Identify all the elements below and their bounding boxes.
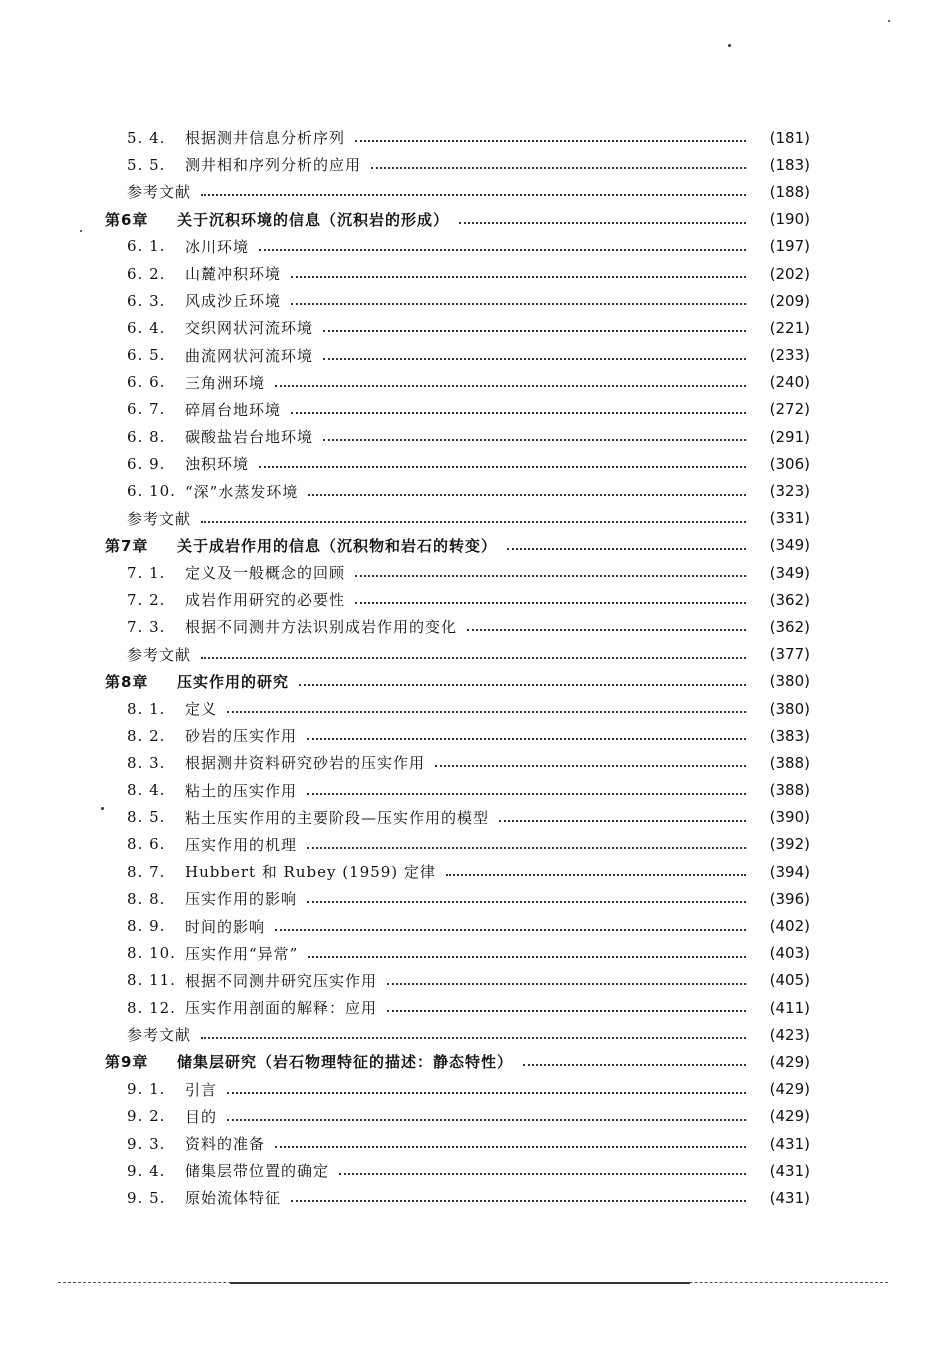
toc-entry-title: “深”水蒸发环境 bbox=[185, 482, 299, 501]
toc-entry-label bbox=[105, 752, 425, 773]
toc-entry-number: 第6章 bbox=[105, 210, 149, 229]
toc-page-number: (202) bbox=[769, 264, 810, 283]
toc-entry-title: 参考文献 bbox=[127, 509, 192, 528]
toc-entry-number: 9. 1. bbox=[127, 1080, 166, 1099]
toc-section-row bbox=[105, 151, 810, 178]
toc-entry-title: 时间的影响 bbox=[185, 917, 266, 936]
dot-leader bbox=[308, 493, 746, 496]
toc-entry-number: 6. 2. bbox=[127, 264, 166, 283]
toc-reference-row bbox=[105, 641, 810, 668]
toc-entry-title: 根据测井资料研究砂岩的压实作用 bbox=[185, 754, 426, 773]
dot-leader bbox=[275, 1145, 746, 1148]
toc-entry-label bbox=[105, 780, 297, 801]
dot-leader bbox=[201, 656, 746, 659]
toc-section-row bbox=[105, 396, 810, 423]
toc-entry-title: 目的 bbox=[185, 1107, 218, 1126]
toc-section-row bbox=[105, 314, 810, 341]
toc-page-number: (411) bbox=[769, 998, 810, 1017]
toc-entry-label bbox=[105, 562, 345, 583]
toc-entry-label bbox=[105, 1079, 217, 1100]
toc-entry-number: 7. 2. bbox=[127, 590, 166, 609]
toc-entry-label bbox=[105, 1160, 329, 1181]
dot-leader bbox=[275, 928, 746, 931]
toc-page-number: (181) bbox=[769, 128, 810, 147]
toc-entry-label bbox=[105, 644, 191, 665]
toc-entry-title: 山麓冲积环境 bbox=[185, 265, 282, 284]
dot-leader bbox=[201, 193, 746, 196]
toc-page-number: (380) bbox=[769, 672, 810, 691]
toc-entry-label bbox=[105, 888, 297, 909]
toc-page-number: (405) bbox=[769, 971, 810, 990]
toc-entry-number: 6. 5. bbox=[127, 346, 166, 365]
toc-entry-title: 碳酸盐岩台地环境 bbox=[185, 428, 314, 447]
toc-entry-title: Hubbert 和 Rubey (1959) 定律 bbox=[185, 863, 436, 882]
toc-entry-title: 参考文献 bbox=[127, 1026, 192, 1045]
toc-page-number: (388) bbox=[769, 753, 810, 772]
toc-entry-number: 8. 6. bbox=[127, 835, 166, 854]
toc-entry-title: 关于成岩作用的信息（沉积物和岩石的转变） bbox=[177, 536, 498, 555]
dot-leader bbox=[307, 900, 746, 903]
toc-entry-title: 定义及一般概念的回顾 bbox=[185, 564, 346, 583]
toc-entry-label bbox=[105, 372, 265, 393]
toc-page-number: (377) bbox=[769, 645, 810, 664]
dot-leader bbox=[459, 221, 746, 224]
toc-page-number: (392) bbox=[769, 835, 810, 854]
toc-entry-title: 压实作用“异常” bbox=[185, 944, 299, 963]
toc-page-number: (383) bbox=[769, 726, 810, 745]
toc-entry-title: 交织网状河流环境 bbox=[185, 319, 314, 338]
toc-page-number: (390) bbox=[769, 808, 810, 827]
toc-entry-title: 根据不同测井方法识别成岩作用的变化 bbox=[185, 618, 458, 637]
toc-entry-label bbox=[105, 698, 217, 719]
toc-entry-number: 8. 2. bbox=[127, 726, 166, 745]
toc-entry-number: 8. 10. bbox=[127, 944, 176, 963]
dot-leader bbox=[323, 438, 746, 441]
table-of-contents bbox=[105, 124, 810, 1212]
dot-leader bbox=[291, 302, 746, 305]
toc-entry-label bbox=[105, 453, 249, 474]
toc-entry-label bbox=[105, 154, 361, 175]
toc-page-number: (402) bbox=[769, 917, 810, 936]
toc-entry-number: 8. 3. bbox=[127, 753, 166, 772]
toc-entry-title: 三角洲环境 bbox=[185, 373, 266, 392]
dot-leader bbox=[499, 819, 746, 822]
toc-entry-number: 8. 11. bbox=[127, 971, 176, 990]
toc-entry-label bbox=[105, 916, 265, 937]
toc-entry-number: 7. 3. bbox=[127, 617, 166, 636]
toc-page-number: (272) bbox=[769, 400, 810, 419]
toc-entry-title: 砂岩的压实作用 bbox=[185, 727, 298, 746]
dot-leader bbox=[299, 683, 746, 686]
dot-leader bbox=[387, 1009, 746, 1012]
toc-entry-number: 7. 1. bbox=[127, 563, 166, 582]
toc-section-row bbox=[105, 1103, 810, 1130]
toc-entry-number: 9. 2. bbox=[127, 1107, 166, 1126]
toc-entry-number: 5. 4. bbox=[127, 128, 166, 147]
toc-section-row bbox=[105, 777, 810, 804]
scan-speck bbox=[888, 20, 890, 22]
toc-entry-number: 8. 12. bbox=[127, 998, 176, 1017]
toc-entry-title: 风成沙丘环境 bbox=[185, 292, 282, 311]
toc-entry-title: 压实作用的研究 bbox=[177, 672, 290, 691]
toc-entry-number: 8. 9. bbox=[127, 917, 166, 936]
toc-entry-number: 第9章 bbox=[105, 1053, 149, 1072]
toc-entry-number: 9. 3. bbox=[127, 1134, 166, 1153]
toc-section-row bbox=[105, 967, 810, 994]
page-bottom-rule-solid bbox=[230, 1282, 690, 1284]
toc-section-row bbox=[105, 450, 810, 477]
toc-entry-label bbox=[105, 535, 497, 556]
dot-leader bbox=[355, 601, 746, 604]
dot-leader bbox=[446, 873, 746, 876]
toc-page-number: (429) bbox=[769, 1080, 810, 1099]
toc-entry-number: 第7章 bbox=[105, 536, 149, 555]
toc-entry-label bbox=[105, 671, 289, 692]
toc-entry-title: 原始流体特征 bbox=[185, 1189, 282, 1208]
toc-page-number: (380) bbox=[769, 699, 810, 718]
dot-leader bbox=[523, 1063, 746, 1066]
toc-page-number: (183) bbox=[769, 155, 810, 174]
toc-section-row bbox=[105, 369, 810, 396]
toc-entry-label bbox=[105, 345, 313, 366]
toc-entry-label bbox=[105, 970, 377, 991]
toc-entry-label bbox=[105, 589, 345, 610]
dot-leader bbox=[355, 139, 746, 142]
toc-entry-title: 碎屑台地环境 bbox=[185, 400, 282, 419]
scan-speck bbox=[728, 44, 731, 47]
toc-entry-label bbox=[105, 1051, 513, 1072]
toc-entry-label bbox=[105, 236, 249, 257]
toc-chapter-row bbox=[105, 668, 810, 695]
toc-section-row bbox=[105, 885, 810, 912]
toc-entry-number: 8. 1. bbox=[127, 699, 166, 718]
toc-entry-number: 6. 7. bbox=[127, 400, 166, 419]
toc-page-number: (431) bbox=[769, 1188, 810, 1207]
toc-entry-title: 参考文献 bbox=[127, 183, 192, 202]
toc-entry-title: 冰川环境 bbox=[185, 237, 250, 256]
toc-chapter-row bbox=[105, 206, 810, 233]
toc-section-row bbox=[105, 749, 810, 776]
toc-entry-label bbox=[105, 725, 297, 746]
toc-entry-label bbox=[105, 127, 345, 148]
toc-page-number: (209) bbox=[769, 291, 810, 310]
toc-entry-label bbox=[105, 834, 297, 855]
toc-section-row bbox=[105, 940, 810, 967]
toc-page-number: (291) bbox=[769, 427, 810, 446]
toc-entry-title: 引言 bbox=[185, 1080, 218, 1099]
toc-page-number: (423) bbox=[769, 1025, 810, 1044]
toc-entry-label bbox=[105, 1187, 281, 1208]
toc-page-number: (429) bbox=[769, 1052, 810, 1071]
toc-entry-title: 定义 bbox=[185, 700, 218, 719]
dot-leader bbox=[323, 329, 746, 332]
toc-section-row bbox=[105, 477, 810, 504]
scan-speck bbox=[101, 807, 104, 810]
dot-leader bbox=[371, 166, 746, 169]
toc-page-number: (331) bbox=[769, 509, 810, 528]
toc-entry-number: 8. 5. bbox=[127, 808, 166, 827]
toc-entry-title: 压实作用的机理 bbox=[185, 835, 298, 854]
toc-entry-label bbox=[105, 399, 281, 420]
toc-section-row bbox=[105, 287, 810, 314]
toc-entry-label bbox=[105, 317, 313, 338]
toc-section-row bbox=[105, 342, 810, 369]
toc-page-number: (233) bbox=[769, 346, 810, 365]
toc-entry-title: 储集层带位置的确定 bbox=[185, 1162, 330, 1181]
dot-leader bbox=[259, 465, 746, 468]
toc-page-number: (349) bbox=[769, 563, 810, 582]
toc-entry-label bbox=[105, 807, 489, 828]
toc-entry-label bbox=[105, 997, 377, 1018]
toc-page-number: (190) bbox=[769, 210, 810, 229]
toc-page-number: (431) bbox=[769, 1161, 810, 1180]
toc-entry-label bbox=[105, 290, 281, 311]
toc-page-number: (388) bbox=[769, 781, 810, 800]
toc-entry-label bbox=[105, 943, 298, 964]
toc-entry-title: 粘土压实作用的主要阶段—压实作用的模型 bbox=[185, 808, 490, 827]
toc-entry-number: 6. 9. bbox=[127, 454, 166, 473]
toc-page-number: (323) bbox=[769, 482, 810, 501]
dot-leader bbox=[291, 411, 746, 414]
dot-leader bbox=[291, 1199, 746, 1202]
toc-chapter-row bbox=[105, 1048, 810, 1075]
dot-leader bbox=[291, 275, 746, 278]
toc-page-number: (221) bbox=[769, 318, 810, 337]
toc-entry-label bbox=[105, 1106, 217, 1127]
toc-reference-row bbox=[105, 178, 810, 205]
toc-entry-title: 粘土的压实作用 bbox=[185, 781, 298, 800]
toc-page-number: (306) bbox=[769, 454, 810, 473]
dot-leader bbox=[307, 792, 746, 795]
toc-page-number: (197) bbox=[769, 237, 810, 256]
toc-entry-title: 曲流网状河流环境 bbox=[185, 346, 314, 365]
toc-section-row bbox=[105, 423, 810, 450]
dot-leader bbox=[387, 982, 746, 985]
toc-section-row bbox=[105, 559, 810, 586]
dot-leader bbox=[308, 955, 746, 958]
dot-leader bbox=[259, 248, 746, 251]
toc-entry-number: 8. 8. bbox=[127, 889, 166, 908]
toc-page-number: (431) bbox=[769, 1134, 810, 1153]
dot-leader bbox=[307, 737, 746, 740]
toc-entry-label bbox=[105, 861, 436, 882]
toc-entry-label bbox=[105, 426, 313, 447]
toc-entry-number: 6. 1. bbox=[127, 237, 166, 256]
toc-entry-label bbox=[105, 508, 191, 529]
toc-entry-title: 浊积环境 bbox=[185, 455, 250, 474]
toc-entry-label bbox=[105, 481, 298, 502]
toc-section-row bbox=[105, 613, 810, 640]
toc-page-number: (349) bbox=[769, 536, 810, 555]
dot-leader bbox=[227, 710, 746, 713]
dot-leader bbox=[435, 764, 746, 767]
toc-entry-number: 5. 5. bbox=[127, 155, 166, 174]
toc-entry-number: 6. 6. bbox=[127, 373, 166, 392]
toc-section-row bbox=[105, 912, 810, 939]
toc-page-number: (396) bbox=[769, 889, 810, 908]
toc-entry-number: 8. 4. bbox=[127, 781, 166, 800]
toc-entry-number: 8. 7. bbox=[127, 862, 166, 881]
toc-section-row bbox=[105, 1157, 810, 1184]
toc-page-number: (403) bbox=[769, 944, 810, 963]
toc-entry-number: 9. 5. bbox=[127, 1188, 166, 1207]
toc-page-number: (188) bbox=[769, 182, 810, 201]
toc-chapter-row bbox=[105, 532, 810, 559]
dot-leader bbox=[467, 628, 746, 631]
toc-section-row bbox=[105, 1130, 810, 1157]
toc-entry-label bbox=[105, 616, 457, 637]
dot-leader bbox=[355, 574, 746, 577]
toc-entry-title: 储集层研究（岩石物理特征的描述：静态特性） bbox=[177, 1053, 514, 1072]
toc-section-row bbox=[105, 804, 810, 831]
toc-page-number: (362) bbox=[769, 617, 810, 636]
toc-section-row bbox=[105, 260, 810, 287]
dot-leader bbox=[227, 1118, 746, 1121]
toc-page-number: (429) bbox=[769, 1107, 810, 1126]
toc-entry-label bbox=[105, 181, 191, 202]
toc-section-row bbox=[105, 858, 810, 885]
dot-leader bbox=[323, 357, 746, 360]
toc-entry-title: 压实作用剖面的解释：应用 bbox=[185, 999, 378, 1018]
toc-entry-title: 压实作用的影响 bbox=[185, 890, 298, 909]
dot-leader bbox=[201, 520, 746, 523]
toc-entry-number: 6. 4. bbox=[127, 318, 166, 337]
dot-leader bbox=[507, 547, 746, 550]
dot-leader bbox=[307, 846, 746, 849]
toc-entry-title: 根据测井信息分析序列 bbox=[185, 129, 346, 148]
toc-entry-title: 资料的准备 bbox=[185, 1135, 266, 1154]
dot-leader bbox=[275, 384, 746, 387]
toc-section-row bbox=[105, 124, 810, 151]
toc-entry-number: 6. 8. bbox=[127, 427, 166, 446]
toc-entry-title: 测井相和序列分析的应用 bbox=[185, 156, 362, 175]
toc-reference-row bbox=[105, 1021, 810, 1048]
toc-reference-row bbox=[105, 505, 810, 532]
toc-page-number: (362) bbox=[769, 590, 810, 609]
toc-entry-title: 成岩作用研究的必要性 bbox=[185, 591, 346, 610]
toc-entry-number: 第8章 bbox=[105, 672, 149, 691]
toc-section-row bbox=[105, 994, 810, 1021]
toc-page-number: (394) bbox=[769, 862, 810, 881]
toc-entry-number: 6. 3. bbox=[127, 291, 166, 310]
toc-entry-number: 6. 10. bbox=[127, 482, 176, 501]
toc-section-row bbox=[105, 586, 810, 613]
toc-section-row bbox=[105, 722, 810, 749]
toc-entry-title: 根据不同测井研究压实作用 bbox=[185, 971, 378, 990]
toc-entry-number: 9. 4. bbox=[127, 1161, 166, 1180]
dot-leader bbox=[339, 1172, 746, 1175]
dot-leader bbox=[201, 1036, 746, 1039]
toc-entry-label bbox=[105, 263, 281, 284]
toc-section-row bbox=[105, 233, 810, 260]
toc-page-number: (240) bbox=[769, 373, 810, 392]
toc-section-row bbox=[105, 1184, 810, 1211]
toc-section-row bbox=[105, 1076, 810, 1103]
toc-entry-label bbox=[105, 209, 449, 230]
toc-section-row bbox=[105, 831, 810, 858]
toc-entry-title: 关于沉积环境的信息（沉积岩的形成） bbox=[177, 210, 450, 229]
scan-speck bbox=[80, 230, 82, 232]
toc-section-row bbox=[105, 695, 810, 722]
toc-entry-label bbox=[105, 1024, 191, 1045]
dot-leader bbox=[227, 1091, 746, 1094]
toc-entry-label bbox=[105, 1133, 265, 1154]
toc-entry-title: 参考文献 bbox=[127, 645, 192, 664]
